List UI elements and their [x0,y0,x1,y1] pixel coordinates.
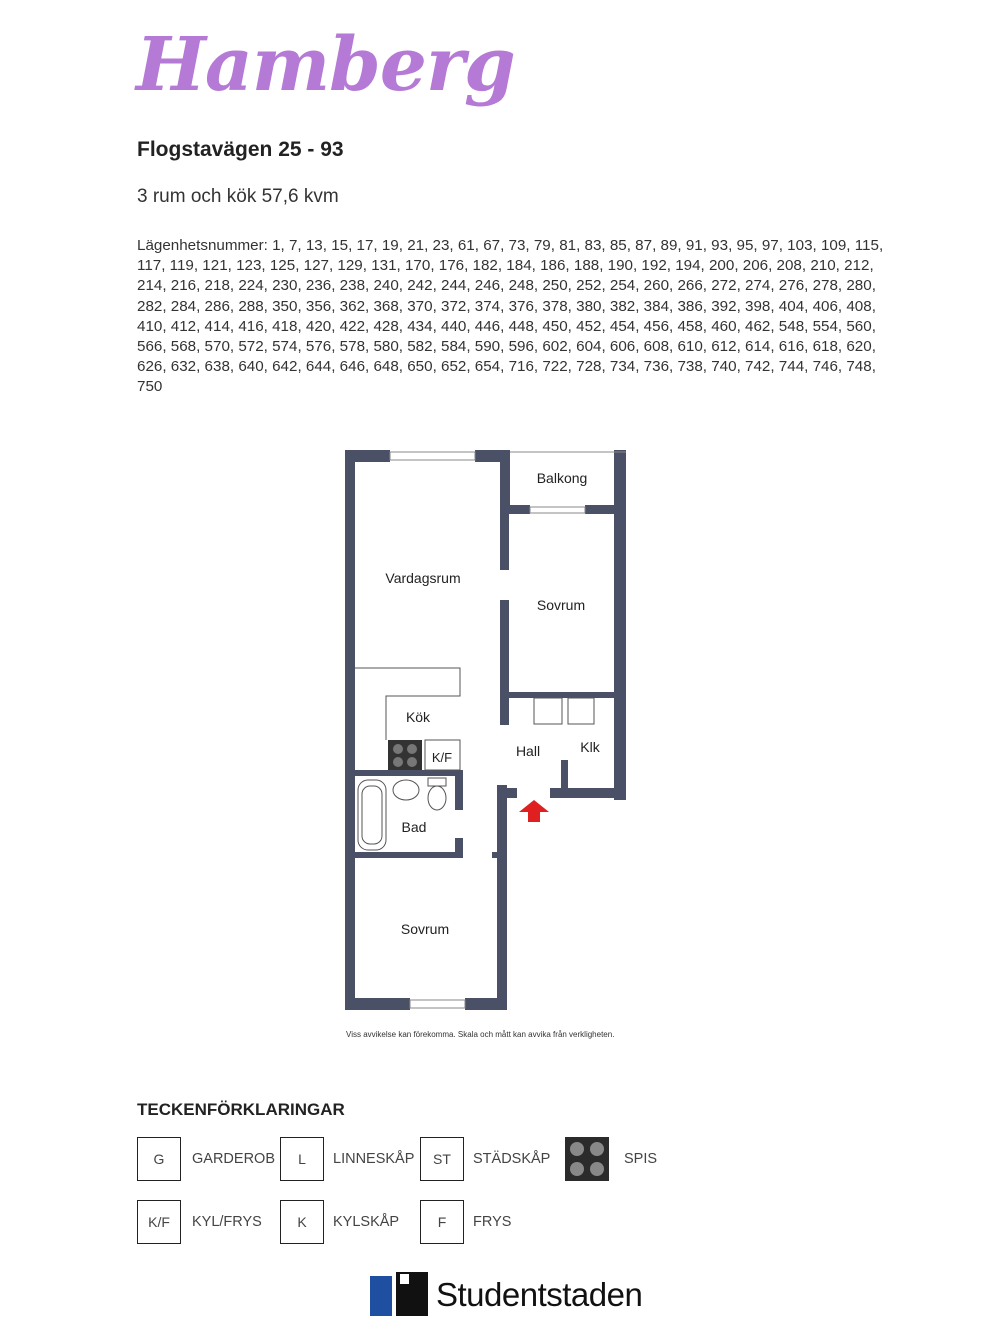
wall-left [345,450,355,1010]
wall-right-lower [497,790,507,1010]
apartment-numbers [137,236,897,398]
wall-bad-right [455,770,463,810]
wall-bottom [345,998,410,1010]
wall-balcony-bottom-b [585,505,626,514]
wall-hall-left [497,785,507,805]
wall-klk [561,760,568,790]
wall-sovrum-left-b [500,600,509,725]
apartment-numbers-label: Lägenhetsnummer: [137,237,268,254]
floor-plan [330,440,640,1030]
address: Flogstavägen 25 - 93 [137,138,344,161]
toilet-tank [428,778,446,786]
window-bedroom-bottom [410,1000,465,1008]
brand-title: Hamberg [136,22,515,108]
wall-sovrum-left-a [500,505,509,570]
closet-a [534,698,562,724]
legend-box-g: G [137,1137,181,1181]
wall-bad-door [455,838,463,858]
room-label-vardagsrum: Vardagsrum [385,570,461,586]
room-label-balkong: Balkong [536,470,588,486]
toilet [428,786,446,810]
legend-label-garderob: GARDEROB [192,1151,275,1167]
legend-box-kf: K/F [137,1200,181,1244]
window-living [390,452,475,460]
wall-bad-bottom [349,852,459,858]
logo-text: Studentstaden [436,1276,643,1313]
room-label-sovrum-bottom: Sovrum [400,921,450,937]
apartment-size: 3 rum och kök 57,6 kvm [137,186,339,207]
wall-balcony-left [500,456,510,508]
studentstaden-logo-mark-icon [370,1272,428,1316]
legend-label-spis: SPIS [624,1151,658,1167]
legend-label-kylfrys: KYL/FRYS [192,1214,262,1230]
room-label-sovrum-top: Sovrum [536,597,586,613]
wall-bad-top [349,770,459,776]
room-label-klk: Klk [580,739,600,755]
legend-box-k: K [280,1200,324,1244]
legend-label-kylskap: KYLSKÅP [333,1214,400,1230]
legend-title: TECKENFÖRKLARINGAR [137,1100,345,1119]
sink [393,780,419,800]
legend-box-st: ST [420,1137,464,1181]
legend-box-l: L [280,1137,324,1181]
legend-label-stadskap: STÄDSKÅP [473,1151,551,1167]
disclaimer: Viss avvikelse kan förekomma. Skala och mått kan avvika från verkligheten. [346,1030,615,1039]
room-label-kf: K/F [431,750,453,765]
stove-icon [388,740,422,770]
wall-right-top [614,450,626,800]
room-label-kok: Kök [405,709,431,725]
wall-sovrum2-top-b [492,852,504,858]
legend-label-frys: FRYS [473,1214,512,1230]
legend-box-f: F [420,1200,464,1244]
kitchen-counter [355,668,460,740]
wall-top-left [345,450,390,462]
closet-b [568,698,594,724]
room-label-hall: Hall [515,743,541,759]
apartment-numbers-list: 1, 7, 13, 15, 17, 19, 21, 23, 61, 67, 73, 79, 81, 83, 85, 87, 89, 91, 93, 95, 97, 103, 109, 115, 117, 119, 121, 123, 125, 127, 129, 131, 170, 176, 182, 184, 186, 188, 190, 192, 194, 200, 206, 208, 210, 212, 214, 216, 218, 224, 230, 236, 238, 240, 242, 244, 246, 248, 250, 252, 254, 260, 266, 272, 274, 276, 278, 280, 282, 284, 286, 288, 350, 356, 362, 368, 370, 372, 374, 376, 378, 380, 382, 384, 386, 392, 398, 404, 406, 408, 410, 412, 414, 416, 418, 420, 422, 428, 434, 440, 446, 448, 450, 452, 454, 456, 458, 460, 462, 548, 554, 560, 566, 568, 570, 572, 574, 576, 578, 580, 582, 584, 590, 596, 602, 604, 606, 608, 610, 612, 614, 616, 618, 620, 626, 632, 638, 640, 642, 644, 646, 648, 650, 652, 654, 716, 722, 728, 734, 736, 738, 740, 742, 744, 746, 748, 750 [137,237,884,396]
entrance-arrow-icon [519,800,549,822]
legend-label-linneskap: LINNESKÅP [333,1151,415,1167]
stove-icon [565,1137,609,1181]
window-balcony [530,507,585,513]
bathtub-inner [362,786,382,844]
wall-sovrum-bottom [500,692,626,698]
room-label-bad: Bad [401,819,427,835]
